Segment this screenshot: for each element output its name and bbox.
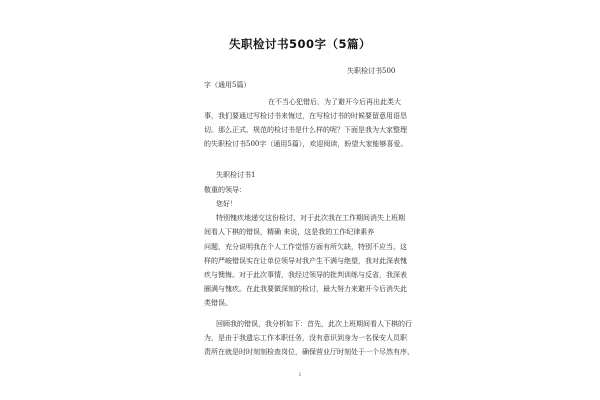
subtitle-line: 字（通用5篇）: [204, 81, 251, 89]
body-line: 问题，充分说明我在个人工作觉悟方面有所欠缺，特别不应当。这: [204, 243, 407, 251]
section-heading: 失职检讨书1: [216, 171, 256, 179]
intro-line: 的失职检讨书500字（通用5篇），欢迎阅读，盼望大家能够喜爱。: [204, 140, 408, 148]
greeting: 您好！: [216, 200, 237, 208]
body-line: 疚与懊悔。对于此次事情，我经过领导的批判训练与反省，我深表: [204, 271, 407, 279]
subtitle-line: 失职检讨书500: [347, 67, 396, 75]
body-line: 圈满与愧疚。在此我要做深刻的检讨，最大努力来避开今后消失此: [204, 285, 407, 293]
salutation: 敬重的领导：: [204, 186, 246, 194]
body-line: 类错误。: [204, 299, 232, 307]
document-title: 失职检讨书500字（5篇）: [228, 37, 371, 51]
body-line: 特别愧疚地递交这份检讨，对于此次我在工作期间消失上班期: [216, 214, 405, 222]
intro-line: 在不当心犯错后，为了避开今后再出此类大: [268, 98, 401, 106]
body-line: 样的严峻错误实在让单位领导对我产生不满与绝望，我对此深表愧: [204, 257, 407, 265]
intro-line: 切。那么正式、规范的检讨书是什么样的呢？下面是我为大家整理: [204, 126, 407, 134]
body-line: 为，是由于我遗忘工作本职任务，没有意识到身为一名保安人员职: [204, 334, 407, 342]
body-line: 间看人下棋的错误，精确 来说，这是我的工作纪律素养: [204, 228, 375, 236]
body-line: 责所在就是时时刻刻检查岗位，确保营业厅时刻处于一个尽然有序、: [204, 348, 414, 356]
body-line: 回顾我的错误，我分析如下：首先，此次上班期间看人下棋的行: [216, 320, 412, 328]
page-number: 1: [298, 372, 302, 378]
intro-line: 事，我们要通过写检讨书来悔过，在写检讨书的时候要留意用语恳: [204, 112, 407, 120]
